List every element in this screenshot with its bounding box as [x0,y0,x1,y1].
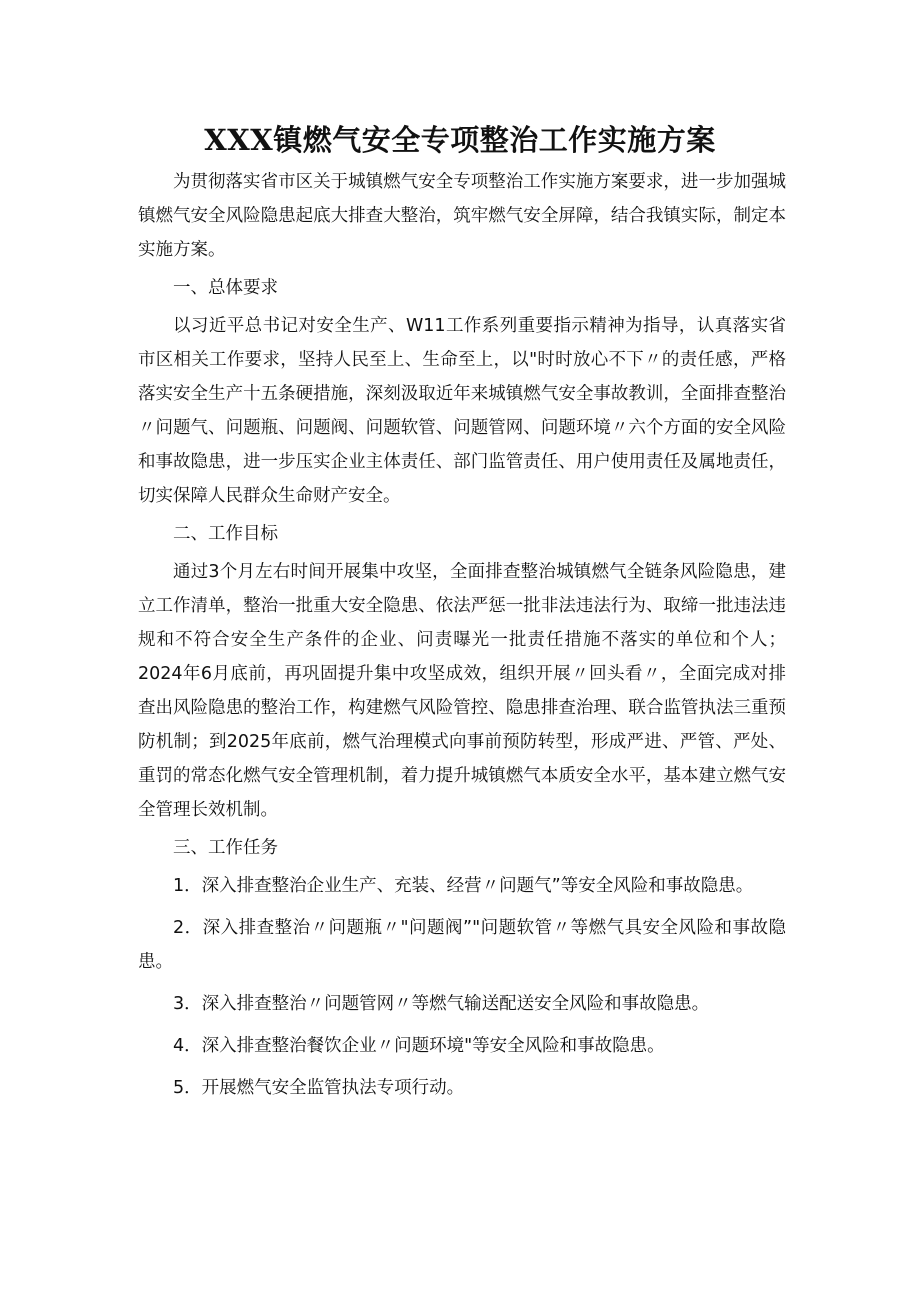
section-2-paragraph: 通过3个月左右时间开展集中攻坚，全面排查整治城镇燃气全链条风险隐患，建立工作清单，整治一批重大安全隐患、依法严惩一批非法违法行为、取缔一批违法违规和不符合安全生产条件的企业、问责曝光一批责任措施不落实的单位和个人；2024年6月底前，再巩固提升集中攻坚成效，组织开展〃回头看〃，全面完成对排查出风险隐患的整治工作，构建燃气风险管控、隐患排查治理、联合监管执法三重预防机制；到2025年底前，燃气治理模式向事前预防转型，形成严进、严管、严处、重罚的常态化燃气安全管理机制，着力提升城镇燃气本质安全水平，基本建立燃气安全管理长效机制。 [138,562,786,820]
section-1-paragraph: 以习近平总书记对安全生产、W11工作系列重要指示精神为指导，认真落实省市区相关工作要求，坚持人民至上、生命至上，以"时时放心不下〃的责任感，严格落实安全生产十五条硬措施，深刻汲取近年来城镇燃气安全事故教训，全面排查整治〃问题气、问题瓶、问题阀、问题软管、问题管网、问题环境〃六个方面的安全风险和事故隐患，进一步压实企业主体责任、部门监管责任、用户使用责任及属地责任，切实保障人民群众生命财产安全。 [138,316,786,506]
task-item-5: 5．开展燃气安全监管执法专项行动。 [173,1078,465,1098]
document-title: XXX镇燃气安全专项整治工作实施方案 [204,123,716,157]
task-item-2: 2．深入排查整治〃问题瓶〃"问题阀”"问题软管〃等燃气具安全风险和事故隐患。 [138,918,786,972]
section-heading-3: 三、工作任务 [173,838,278,858]
document-body [138,165,786,1105]
task-item-1: 1．深入排查整治企业生产、充装、经营〃问题气”等安全风险和事故隐患。 [173,876,754,896]
section-heading-2: 二、工作目标 [173,524,278,544]
task-item-3: 3．深入排查整治〃问题管网〃等燃气输送配送安全风险和事故隐患。 [173,994,710,1014]
section-heading-1: 一、总体要求 [173,278,278,298]
intro-paragraph: 为贯彻落实省市区关于城镇燃气安全专项整治工作实施方案要求，进一步加强城镇燃气安全风险隐患起底大排查大整治，筑牢燃气安全屏障，结合我镇实际，制定本实施方案。 [138,172,786,260]
task-item-4: 4．深入排查整治餐饮企业〃问题环境"等安全风险和事故隐患。 [173,1036,665,1056]
